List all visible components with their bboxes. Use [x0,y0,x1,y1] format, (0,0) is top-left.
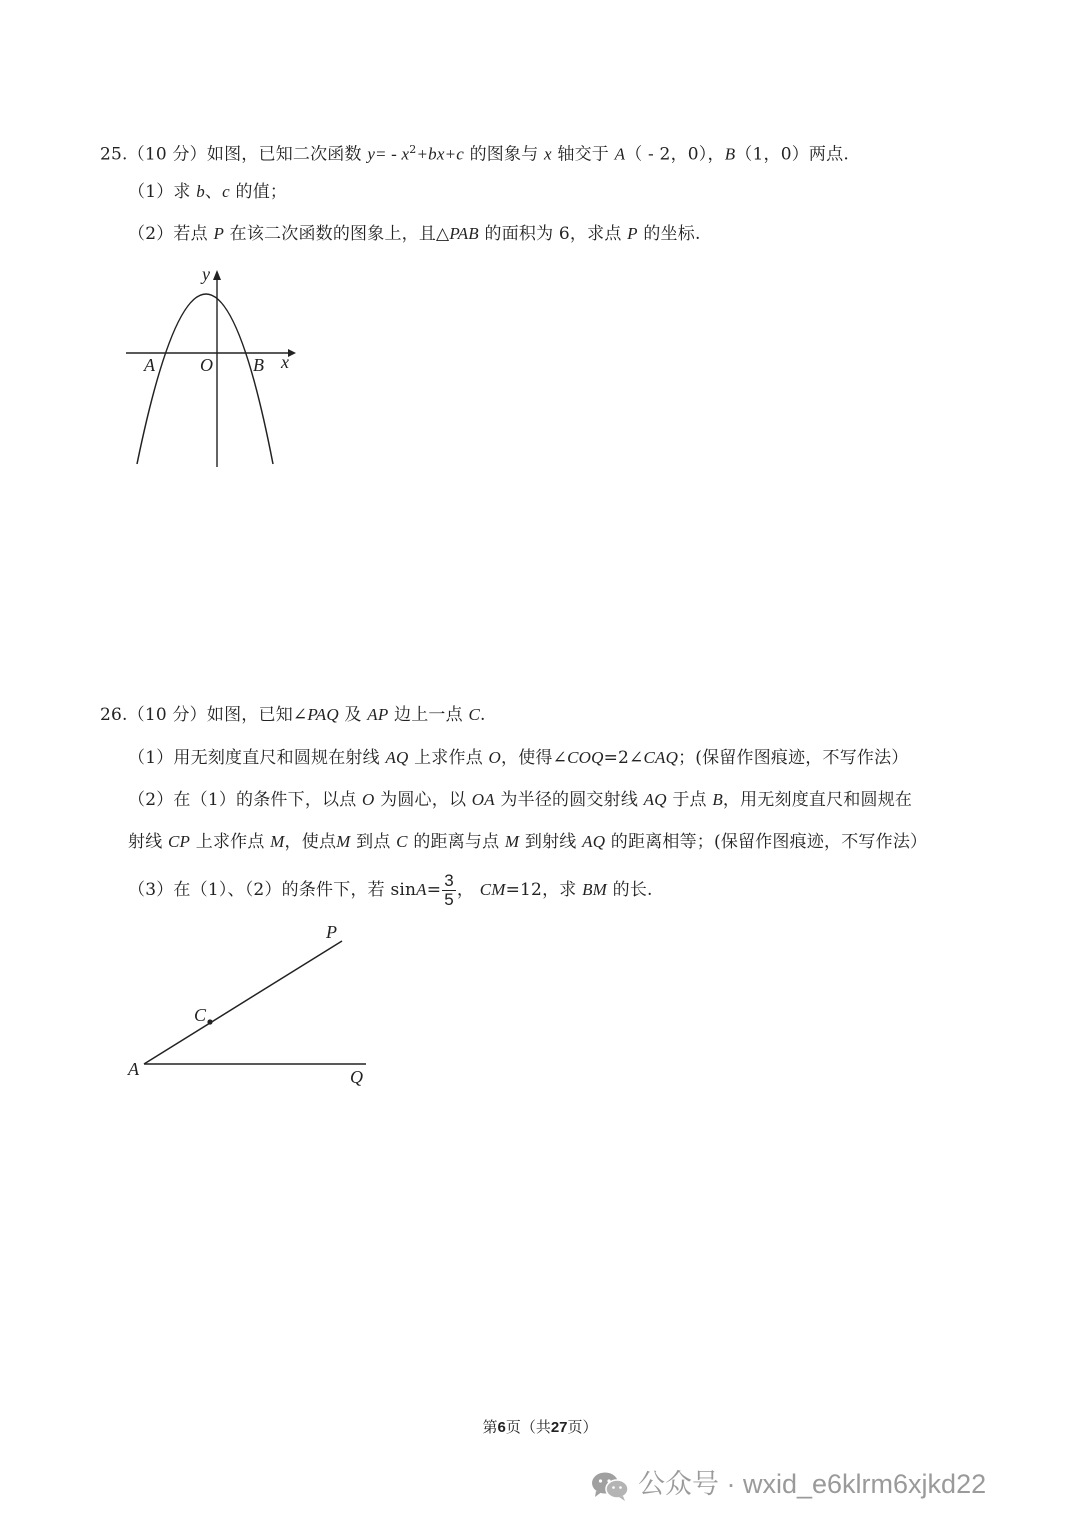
q26-part2-line1: （2）在（1）的条件下，以点 O 为圆心，以 OA 为半径的圆交射线 AQ 于点 B，用无刻度直尺和圆规在 [128,790,913,810]
watermark-text: 公众号 · wxid_e6klrm6xjkd22 [638,1469,987,1499]
label-O: O [200,355,213,375]
label-x: x [281,352,289,372]
y-axis-arrow [213,270,221,280]
x-axis-arrow [288,349,296,357]
q26-angle-figure [120,918,380,1090]
q26-stem: 26.（10 分）如图，已知∠PAQ 及 AP 边上一点 C. [100,705,486,725]
label-y: y [202,264,210,284]
wechat-icon [590,1470,630,1502]
fraction-three-fifths: $\frac{3}{5}$ [444,871,454,909]
q26-part2-line2: 射线 CP 上求作点 M，使点M 到点 C 的距离与点 M 到射线 AQ 的距离相等；(保留作图痕迹，不写作法） [128,832,928,852]
ray-AP [144,941,342,1064]
watermark [590,1462,986,1502]
q25-parabola-figure [120,262,310,474]
label-A: A [128,1059,139,1079]
q26-part1: （1）用无刻度直尺和圆规在射线 AQ 上求作点 O，使得∠COQ=2∠CAQ；(保留作图痕迹，不写作法） [128,748,909,768]
label-C: C [194,1005,207,1025]
label-B: B [253,355,264,375]
q26-part3: （3）在（1）、（2）的条件下，若 sinA= $\frac{3}{5}$ ， CM=12，求 BM 的长. [128,871,653,909]
page-footer: 第6页（共27页） [482,1418,598,1436]
point-C [207,1019,212,1024]
label-A: A [144,355,155,375]
q25-part2: （2）若点 P 在该二次函数的图象上，且△PAB 的面积为 6，求点 P 的坐标. [128,224,701,244]
label-Q: Q [350,1067,363,1087]
q25-part1: （1）求 b、c 的值； [128,182,288,202]
label-P: P [326,922,337,942]
parabola-curve [137,294,273,464]
q25-stem: 25.（10 分）如图，已知二次函数 $y= - x^2+bx+c$ 的图象与 x 轴交于 A（ - 2，0），B（1，0）两点. [100,143,849,165]
